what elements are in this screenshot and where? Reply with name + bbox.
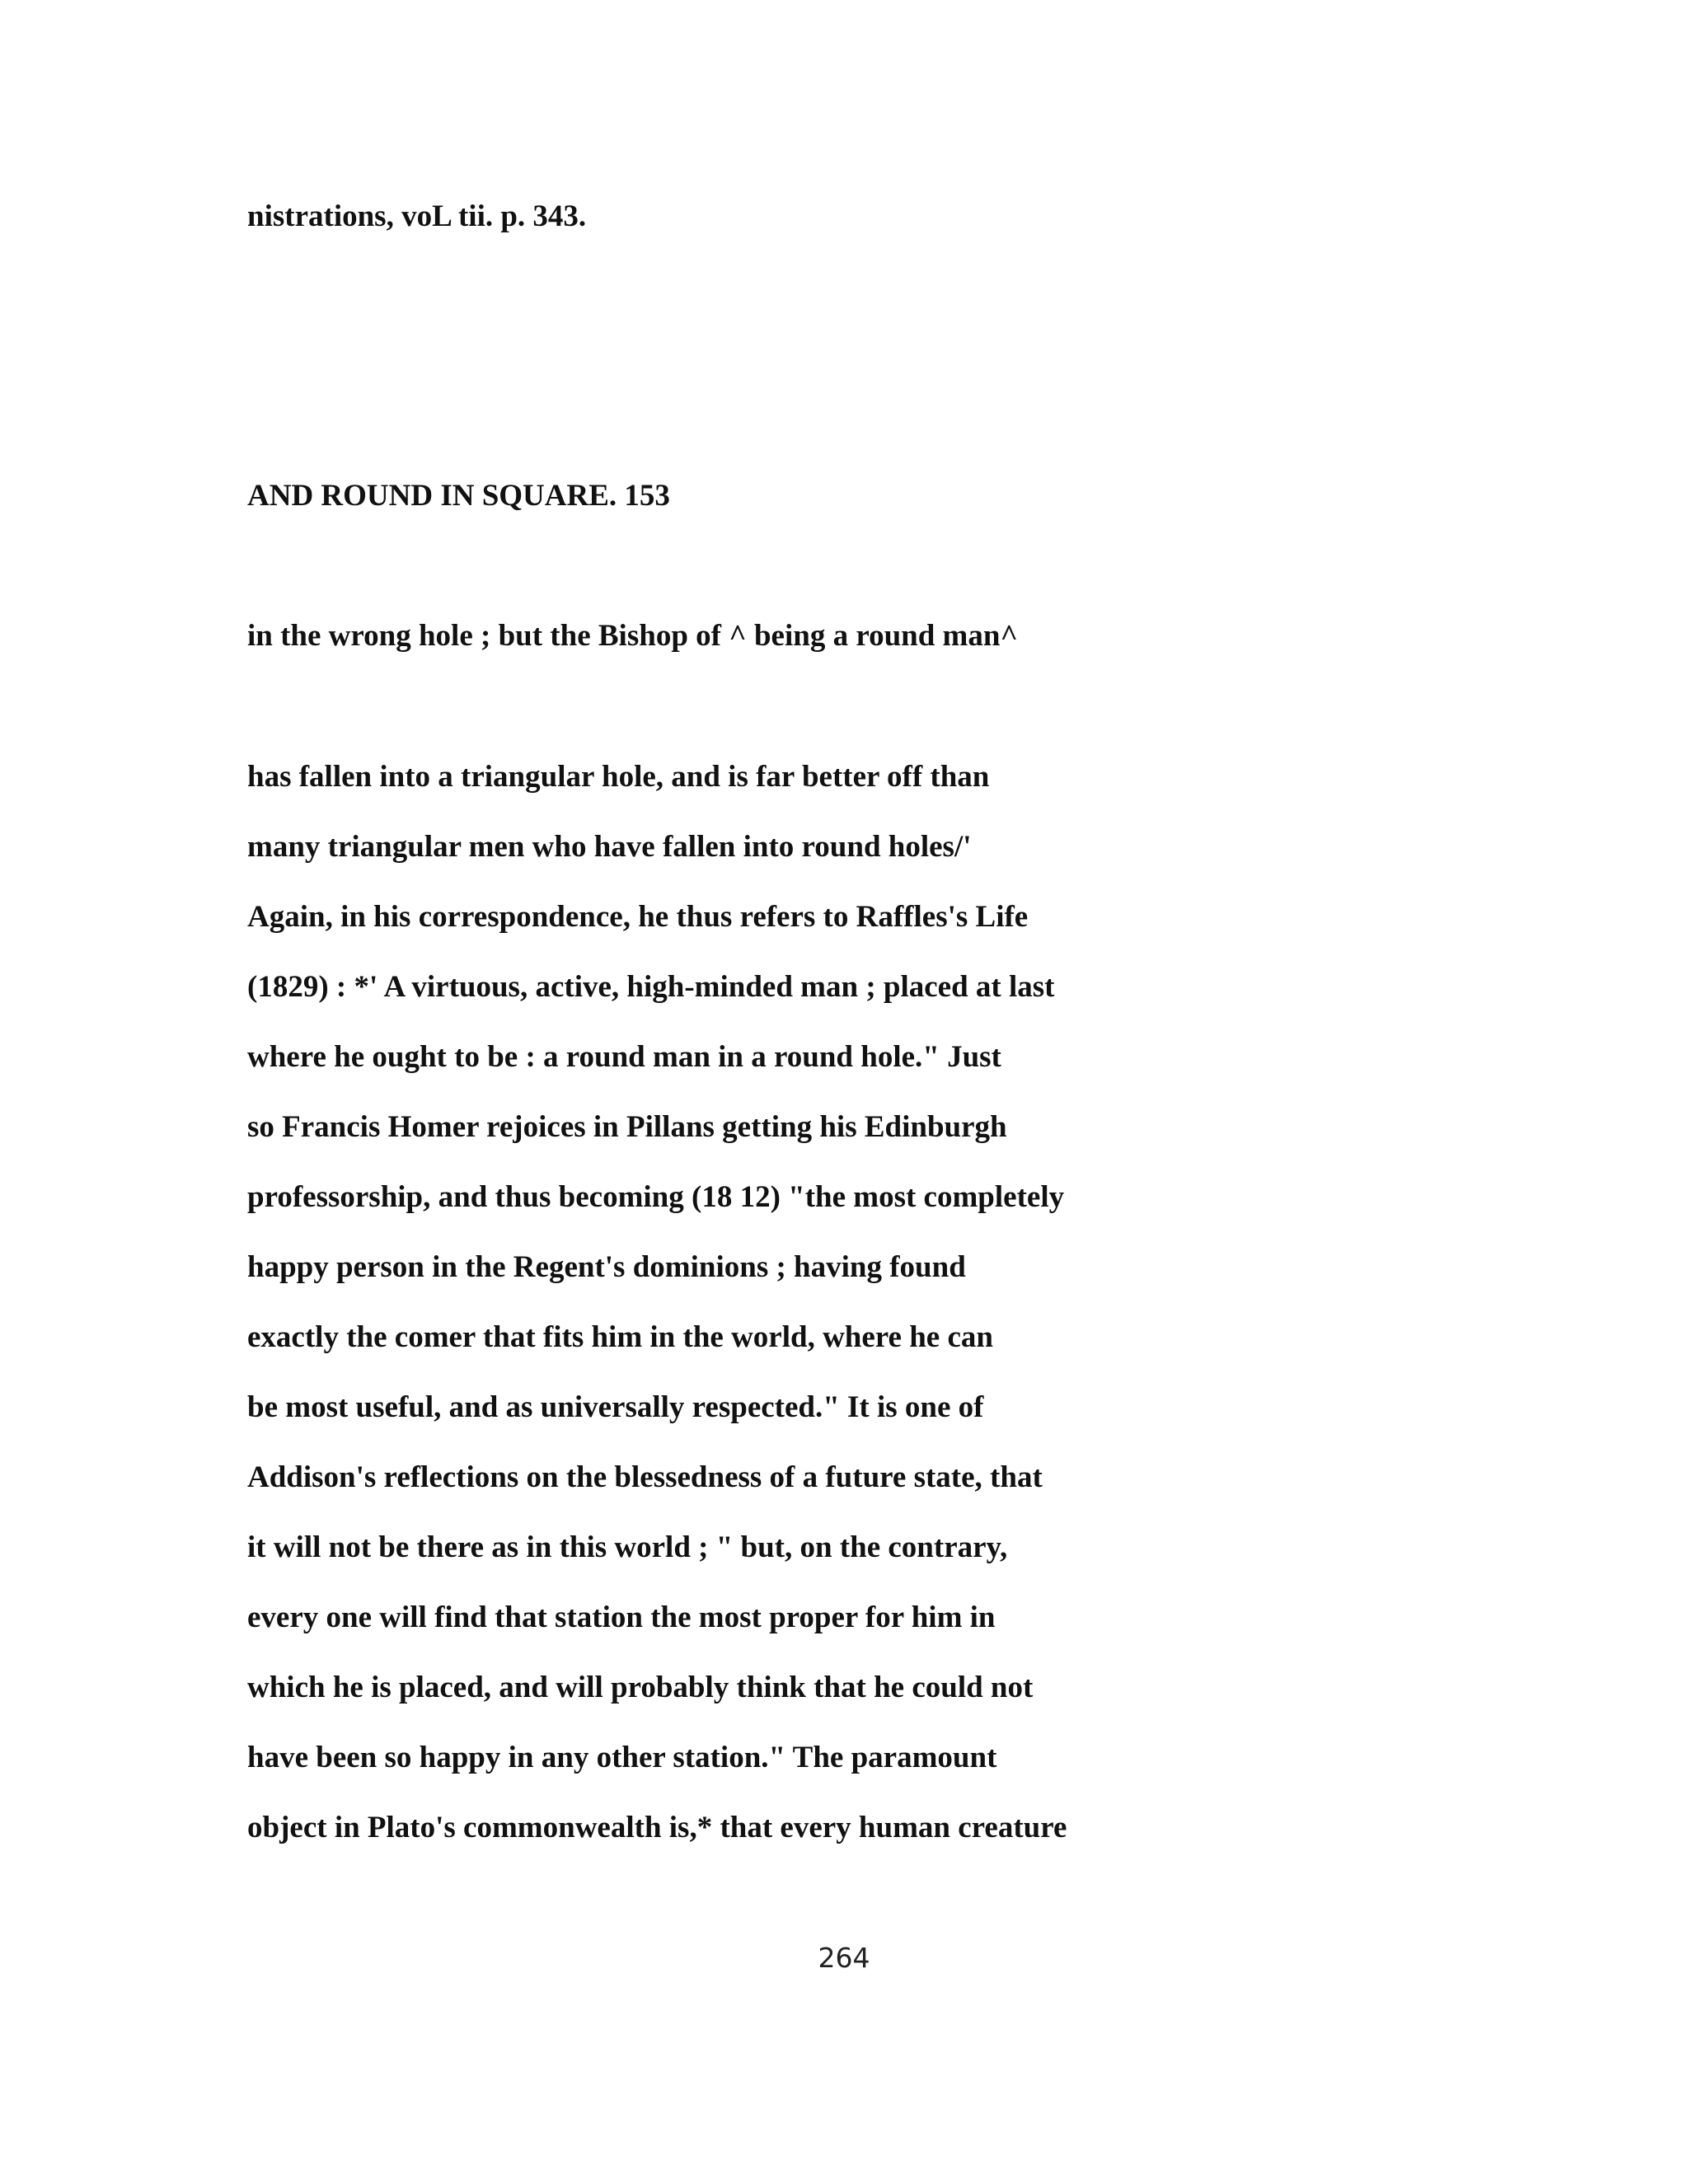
body-line: in the wrong hole ; but the Bishop of ^ being a round man^ xyxy=(247,619,1018,653)
top-fragment-line: nistrations, voL tii. p. 343. xyxy=(247,199,587,233)
body-line: many triangular men who have fallen into round holes/' xyxy=(247,830,972,864)
body-line: it will not be there as in this world ; " but, on the contrary, xyxy=(247,1530,1008,1564)
body-line: happy person in the Regent's dominions ; having found xyxy=(247,1250,966,1284)
body-line: have been so happy in any other station." The paramount xyxy=(247,1741,997,1774)
body-line: Again, in his correspondence, he thus refers to Raffles's Life xyxy=(247,900,1029,934)
body-line: where he ought to be : a round man in a round hole." Just xyxy=(247,1040,1001,1074)
body-line: exactly the comer that fits him in the world, where he can xyxy=(247,1320,993,1354)
body-line: object in Plato's commonwealth is,* that every human creature xyxy=(247,1811,1067,1844)
body-line: every one will find that station the most proper for him in xyxy=(247,1601,996,1634)
body-line: professorship, and thus becoming (18 12) "the most completely xyxy=(247,1180,1065,1214)
body-line: which he is placed, and will probably think that he could not xyxy=(247,1671,1034,1704)
body-line: (1829) : *' A virtuous, active, high-minded man ; placed at last xyxy=(247,970,1055,1004)
running-header: AND ROUND IN SQUARE. 153 xyxy=(247,479,670,513)
body-line: Addison's reflections on the blessedness of a future state, that xyxy=(247,1460,1043,1494)
body-line: has fallen into a triangular hole, and is far better off than xyxy=(247,760,990,794)
page-number: 264 xyxy=(818,1942,870,1974)
body-line: so Francis Homer rejoices in Pillans getting his Edinburgh xyxy=(247,1110,1007,1144)
body-line: be most useful, and as universally respected." It is one of xyxy=(247,1390,984,1424)
